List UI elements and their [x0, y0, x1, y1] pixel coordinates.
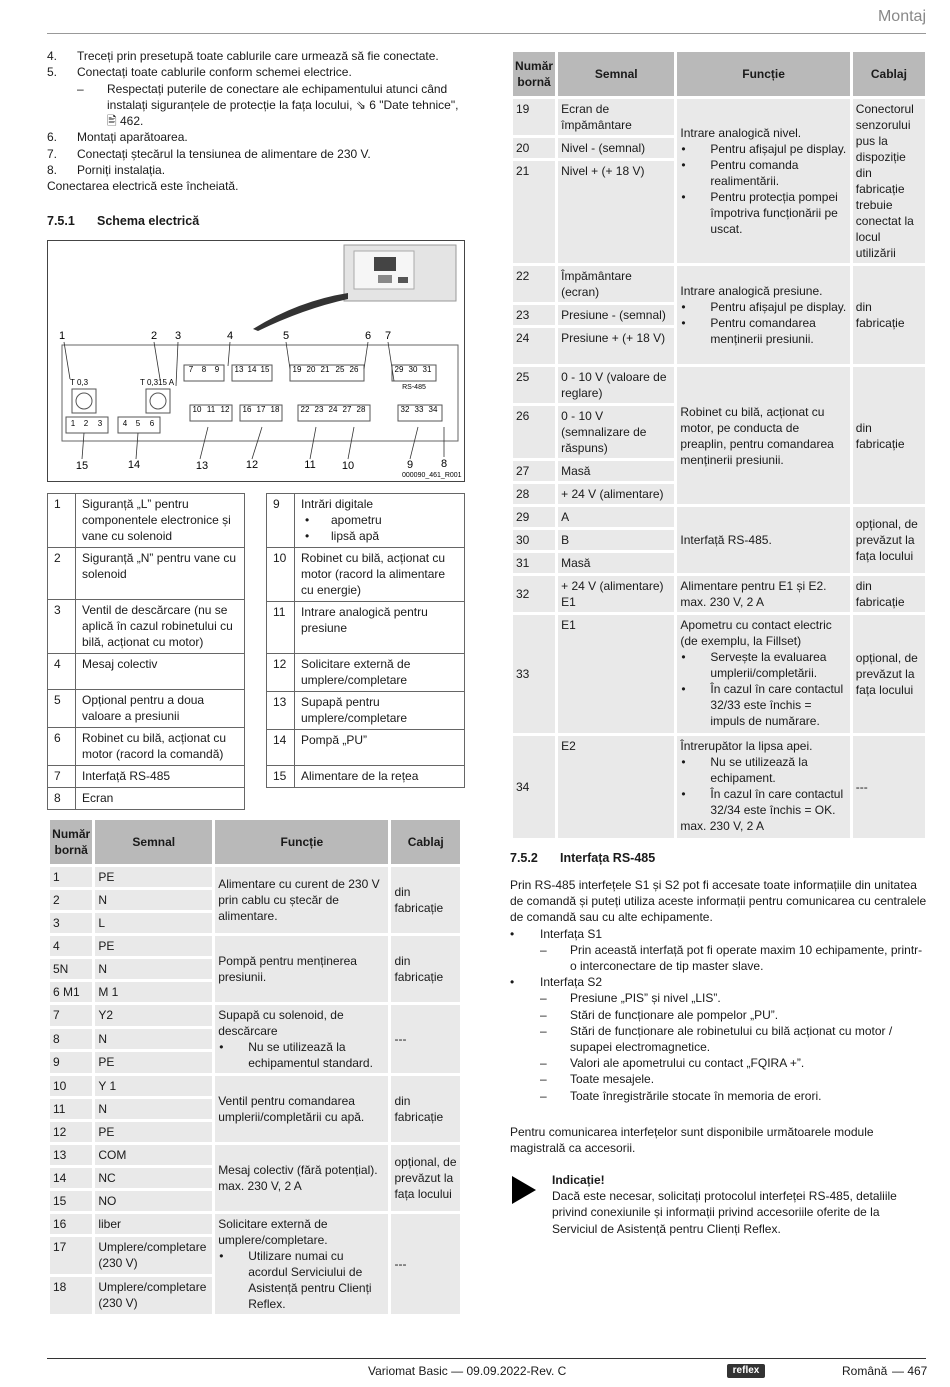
header-divider [47, 33, 926, 34]
step: 4. Treceți prin presetupă toate cablurile care urmează să fie conectate. [47, 49, 439, 63]
list-subitem: – Valori ale apometrului cu contact „FQIRA +”. [540, 1056, 805, 1071]
svg-text:7: 7 [188, 365, 194, 374]
terminal-table-left: Număr bornă Semnal Funcție Cablaj 1 PE Alimentare cu curent de 230 V prin cablu cu ștecăr de alimentare. din fabricație 2 N 3 L 4 PE Pompă pentru menținerea presiunii. din fabricație 5N N 6 M1 M 1 7 Y2 Supapă cu solenoid, de descărcare • Nu se utilizează la echipamentul standard. --- 8 N 9 PE 10 Y 1 Ventil pentru comandarea umplerii/completării cu apă. din fabricație 11 N 12 PE 13 COM Mesaj colectiv (fără potențial). max. 230 V, 2 A opțional, de prevăzut la fața locului 14 NC 15 NO 16 liber Solicitare externă de umplere/completare. • Utilizare numai cu acordul Serviciului de Asistență pentru Clienți Reflex. --- 17 Umplere/completare (230 V) 18 Umplere/completare (230 V) [47, 817, 463, 1317]
result-text: Conectarea electrică este încheiată. [47, 179, 239, 194]
svg-text:20: 20 [306, 365, 316, 374]
svg-text:8: 8 [440, 458, 448, 470]
step: 7. Conectați ștecărul la tensiunea de alimentare de 230 V. [47, 146, 371, 161]
list-subitem: – Stări de funcționare ale robinetului cu bilă acționat cu motor / supapei electromagnetice. [540, 1023, 893, 1055]
svg-text:31: 31 [422, 365, 432, 374]
note-arrow-icon [512, 1176, 536, 1204]
svg-text:5: 5 [282, 330, 290, 342]
svg-text:15: 15 [75, 460, 89, 472]
svg-text:6: 6 [149, 419, 155, 428]
svg-text:7: 7 [384, 330, 392, 342]
svg-text:4: 4 [122, 419, 128, 428]
svg-text:14: 14 [247, 365, 257, 374]
svg-text:10: 10 [192, 405, 202, 414]
list-subitem: – Stări de funcționare ale pompelor „PU”. [540, 1007, 779, 1022]
svg-text:2: 2 [150, 330, 158, 342]
svg-text:6: 6 [364, 330, 372, 342]
svg-text:14: 14 [127, 459, 141, 471]
svg-text:10: 10 [341, 460, 355, 472]
svg-text:3: 3 [174, 330, 182, 342]
svg-text:27: 27 [342, 405, 352, 414]
list-subitem: – Presiune „PIS” și nivel „LIS”. [540, 991, 721, 1006]
list-subitem: – Toate înregistrările stocate în memoria de erori. [540, 1088, 822, 1103]
reflex-logo: reflex [727, 1364, 765, 1378]
footer-language: Română [842, 1364, 888, 1378]
list-subitem: – Toate mesajele. [540, 1072, 655, 1087]
svg-text:5: 5 [135, 419, 141, 428]
legend-table-right: 9 Intrări digitale • apometru • lipsă apă 10 Robinet cu bilă, acționat cu motor (racord la alimentare cu energie) 11 Intrare analogică pentru presiune 12 Solicitare externă de umplere/completare 13 Supapă pentru umplere/completare 14 Pompă „PU” 15 Alimentare de la rețea [266, 493, 465, 788]
terminal-table-right: Număr bornă Semnal Funcție Cablaj 19 Ecran de împământare Intrare analogică nivel. • Pentru afișajul pe display. • Pentru comanda realimentării. • Pentru protecția pompei împotriva funcționării pe uscat. Conectorul senzorului pus la dispoziție din fabricație trebuie conectat la locul utilizării 20 Nivel - (semnal) 21 Nivel + (+ 18 V) 22 Împământare (ecran) Intrare analogică presiune. • Pentru afișajul pe display. • Pentru comandarea menținerii presiunii. din fabricație 23 Presiune - (semnal) 24 Presiune + (+ 18 V) 25 0 - 10 V (valoare de reglare) Robinet cu bilă, acționat cu motor, pe conducta de preaplin, pentru comandarea menținerii presiunii. din fabricație 26 0 - 10 V (semnalizare de răspuns) 27 Masă 28 + 24 V (alimentare) 29 A Interfață RS-485. opțional, de prevăzut la fața locului 30 B 31 Masă 32 + 24 V (alimentare) E1 Alimentare pentru E1 și E2. max. 230 V, 2 A din fabricație 33 E1 Apometru cu contact electric (de exemplu, la Fillset) • Servește la evaluarea umplerii/completării. • În cazul în care contactul 32/33 este închis = impuls de numărare. opțional, de prevăzut la fața locului 34 E2 Întrerupător la lipsa apei. • Nu se utilizează la echipament. • În cazul în care contactul 32/34 este închis = OK. max. 230 V, 2 A --- [510, 49, 928, 841]
svg-text:26: 26 [349, 365, 359, 374]
rs485-label: RS-485 [402, 384, 426, 391]
svg-text:17: 17 [256, 405, 266, 414]
svg-text:30: 30 [408, 365, 418, 374]
svg-text:9: 9 [214, 365, 220, 374]
svg-text:2: 2 [83, 419, 89, 428]
svg-text:18: 18 [270, 405, 280, 414]
svg-text:25: 25 [335, 365, 345, 374]
diagram-code: 000090_461_R001 [402, 472, 462, 479]
svg-text:8: 8 [201, 365, 207, 374]
rs485-intro: Prin RS-485 interfețele S1 și S2 pot fi accesate toate informațiile din unitatea de comandă și puteți utiliza aceste informații pentru comunicarea cu centralele de comandă sau cu alte echipamente. [510, 878, 927, 925]
svg-text:23: 23 [314, 405, 324, 414]
svg-text:22: 22 [300, 405, 310, 414]
list-item: • Interfața S1 [510, 926, 603, 941]
header-section: Montaj [877, 8, 926, 25]
svg-text:15: 15 [260, 365, 270, 374]
note-title: Indicație! [552, 1173, 605, 1187]
fuse2-label: T 0,315 A [140, 378, 175, 387]
svg-text:1: 1 [70, 419, 76, 428]
svg-text:12: 12 [220, 405, 230, 414]
svg-text:3: 3 [97, 419, 103, 428]
section-title-schema: 7.5.1 Schema electrică [47, 214, 200, 228]
svg-text:33: 33 [414, 405, 424, 414]
svg-text:16: 16 [242, 405, 252, 414]
svg-text:13: 13 [195, 460, 209, 472]
step: 8. Porniți instalația. [47, 163, 166, 178]
svg-text:4: 4 [226, 330, 234, 342]
note-box [552, 1172, 928, 1237]
footer-page-number: — 467 [892, 1364, 928, 1378]
svg-text:11: 11 [304, 459, 316, 471]
wiring-diagram [47, 240, 465, 482]
section-title-rs485: 7.5.2 Interfața RS-485 [510, 851, 656, 865]
svg-text:34: 34 [428, 405, 438, 414]
svg-text:29: 29 [394, 365, 404, 374]
svg-text:9: 9 [406, 459, 414, 471]
list-subitem: – Prin această interfață pot fi operate maxim 10 echipamente, printr-o interconectare de tip master slave. [540, 942, 923, 974]
svg-text:28: 28 [356, 405, 366, 414]
legend-table-left: 1 Siguranță „L” pentru componentele electronice și vane cu solenoid 2 Siguranță „N” pentru vane cu solenoid 3 Ventil de descărcare (nu se aplică în cazul robinetului cu bilă, acționat cu motor) 4 Mesaj colectiv 5 Opțional pentru a doua valoare a presiunii 6 Robinet cu bilă, acționat cu motor (racord la comandă) 7 Interfață RS-485 8 Ecran [47, 493, 245, 810]
svg-text:13: 13 [234, 365, 244, 374]
installation-steps [47, 48, 467, 195]
footer-divider [47, 1358, 926, 1359]
modules-text: Pentru comunicarea interfețelor sunt disponibile următoarele module magistrală ca accesorii. [510, 1125, 874, 1156]
svg-text:32: 32 [400, 405, 410, 414]
svg-text:21: 21 [320, 365, 330, 374]
step: 6. Montați aparătoarea. [47, 130, 188, 145]
svg-text:12: 12 [245, 459, 259, 471]
step-subitem: – Respectați puterile de conectare ale echipamentului atunci când instalați siguranțele de protecție la fața locului, ⇘ 6 "Date tehnice", 🖹 462. [77, 81, 459, 129]
list-item: • Interfața S2 [510, 975, 603, 990]
svg-text:11: 11 [206, 405, 216, 414]
step: 5. Conectați toate cablurile conform schemei electrice. [47, 65, 352, 80]
svg-text:19: 19 [292, 365, 302, 374]
svg-text:1: 1 [58, 330, 66, 342]
footer-doc: Variomat Basic — 09.09.2022-Rev. C [368, 1364, 567, 1378]
fuse1-label: T 0,3 [70, 378, 89, 387]
svg-text:24: 24 [328, 405, 338, 414]
rs485-description [510, 877, 928, 1104]
note-text: Dacă este necesar, solicitați protocolul interfeței RS-485, detaliile privind conexiunile și informații privind accesoriile oferite de la Serviciul de Asistență pentru Clienți Reflex. [552, 1189, 897, 1236]
